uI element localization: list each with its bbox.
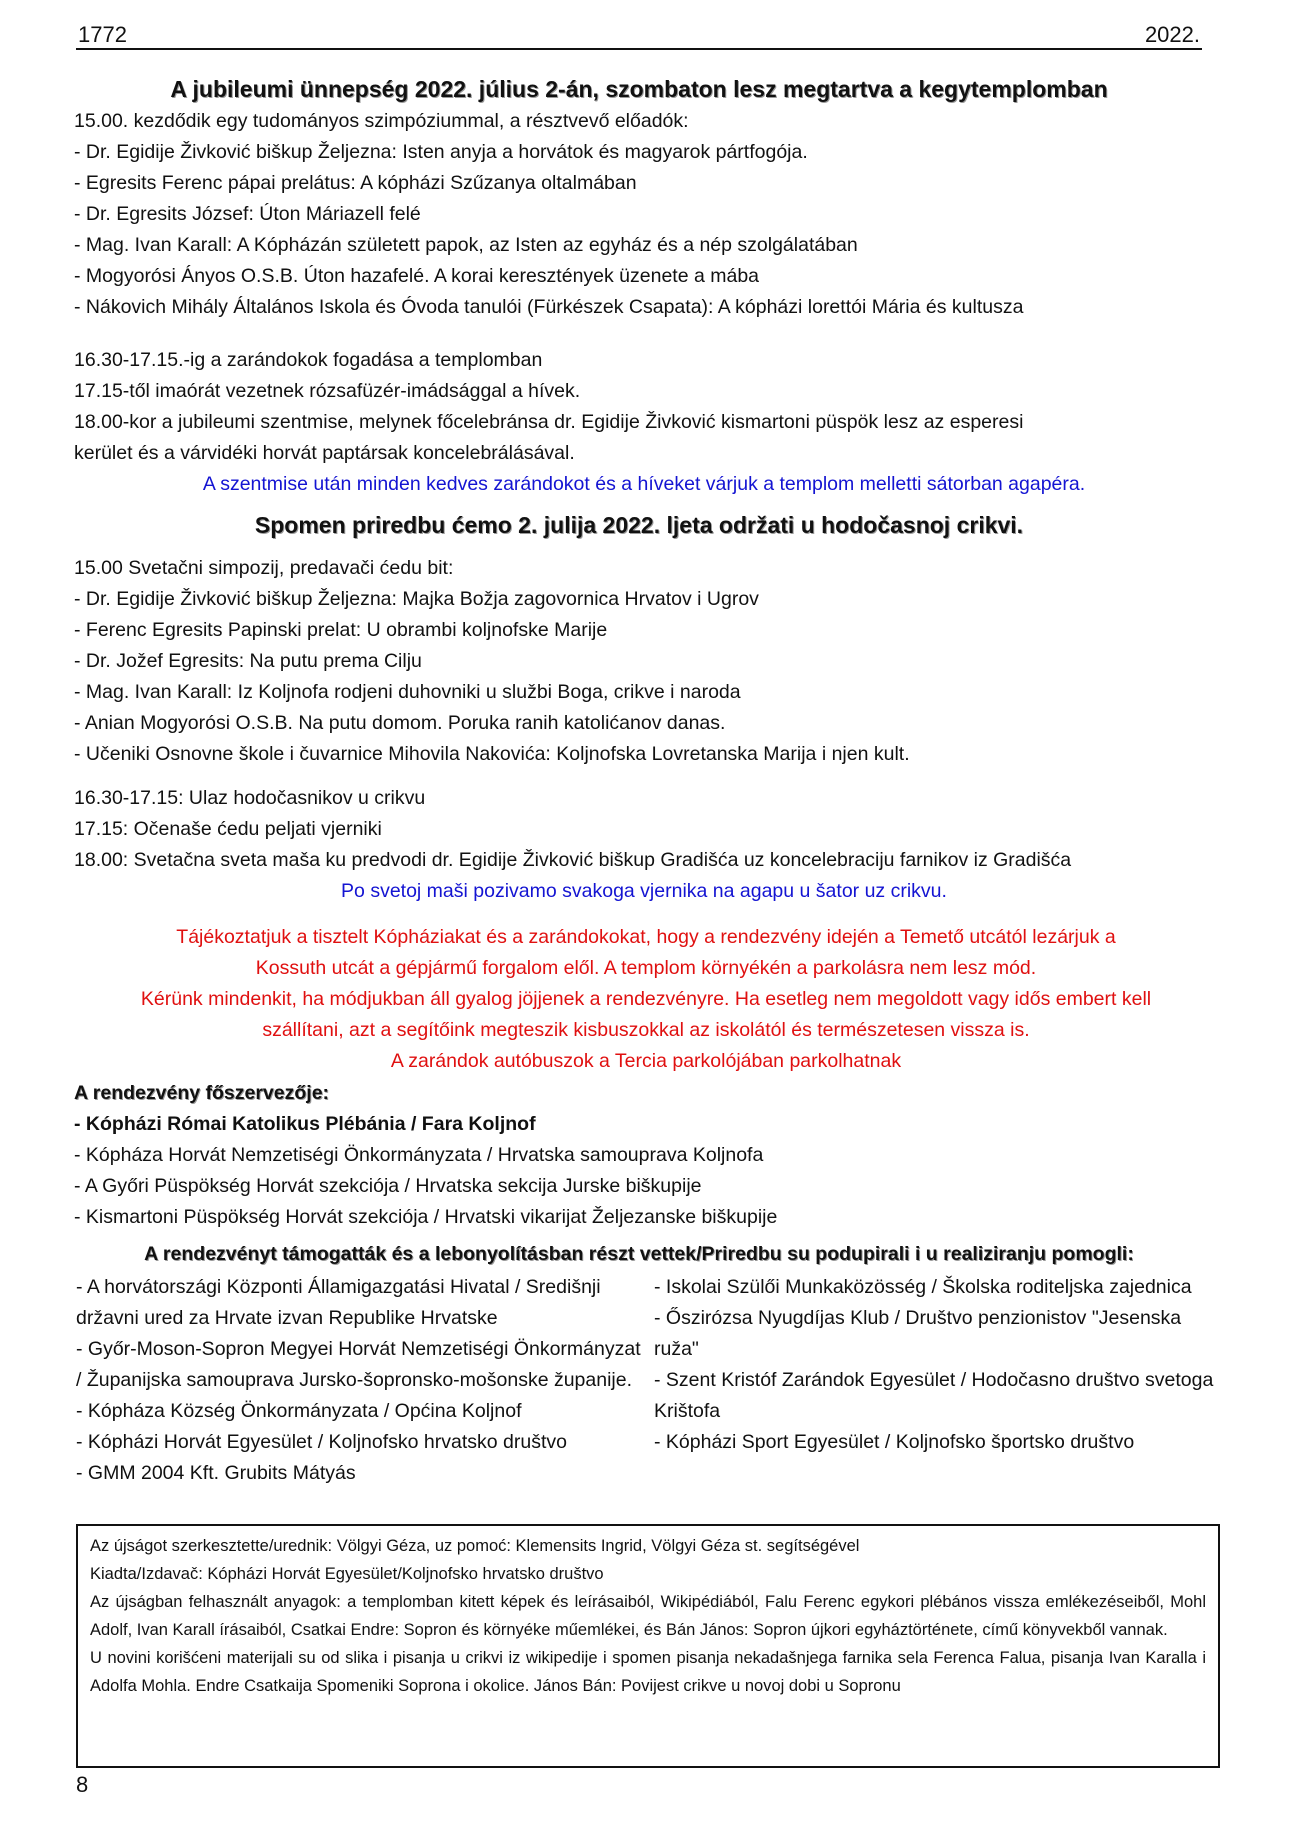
supporters-right-column	[654, 1272, 1214, 1458]
notice-line: A zarándok autóbuszok a Tercia parkolójában parkolhatnak	[390, 1050, 902, 1072]
schedule-line: 17.15-től imaórát vezetnek rózsafüzér-imádsággal a hívek.	[74, 380, 581, 402]
header-year-start: 1772	[78, 22, 127, 47]
notice-line: Tájékoztatjuk a tisztelt Kópháziakat és a zarándokokat, hogy a rendezvény idején a Temető utcától lezárjuk a	[176, 926, 1116, 948]
traffic-notice	[66, 922, 1226, 1077]
croatian-program	[74, 553, 1214, 770]
program-line: - Mag. Ivan Karall: Iz Koljnofa rodjeni duhovniki u službi Boga, crikve i naroda	[74, 681, 741, 703]
program-line: - Nákovich Mihály Általános Iskola és Óvoda tanulói (Fürkészek Csapata): A kópházi lorettói Mária és kultusza	[74, 296, 1024, 318]
supporters-title: A rendezvényt támogatták és a lebonyolításban részt vettek/Priredbu su podupirali i u realiziranju pomogli:	[144, 1243, 1134, 1265]
supporter-item: - Kópháza Község Önkormányzata / Općina Koljnof	[76, 1400, 522, 1422]
schedule-line: 16.30-17.15.-ig a zarándokok fogadása a templomban	[74, 349, 543, 371]
program-line: - Mag. Ivan Karall: A Kópházán született papok, az Isten az egyház és a nép szolgálatában	[74, 234, 858, 256]
notice-line: Kérünk mindenkit, ha módjukban áll gyalog jöjjenek a rendezvényre. Ha esetleg nem megoldott vagy idős embert kell	[140, 988, 1152, 1010]
program-line: - Dr. Egresits József: Úton Máriazell felé	[74, 203, 421, 225]
program-line: - Mogyorósi Ányos O.S.B. Úton hazafelé. A korai keresztények üzenete a mába	[74, 265, 760, 287]
credits-box	[76, 1524, 1220, 1768]
schedule-line: kerület és a várvidéki horvát paptársak koncelebrálásával.	[74, 442, 575, 464]
supporters-left-column	[76, 1272, 646, 1489]
credits-sources-croatian: U novini korišćeni materijali su od slika i pisanja u crikvi iz wikipedije i spomen pisanja nekadašnjega farnika sela Ferenca Falua, pisanja Ivan Karalla i Adolfa Mohla. Endre Csatkaija Spomeniki Soprona i okolice. János Bán: Povijest crikve u novoj dobi u Sopronu	[90, 1649, 1206, 1695]
schedule-line: 16.30-17.15: Ulaz hodočasnikov u crikvu	[74, 787, 426, 809]
supporter-item: - Kópházi Sport Egyesület / Koljnofsko športsko društvo	[654, 1431, 1135, 1453]
header-year-end: 2022.	[1144, 22, 1200, 47]
notice-line: Kossuth utcát a gépjármű forgalom elől. A templom környékén a parkolásra nem lesz mód.	[255, 957, 1037, 979]
supporter-item: - Kópházi Horvát Egyesület / Koljnofsko hrvatsko društvo	[76, 1431, 567, 1453]
organizer-item: - Kópháza Horvát Nemzetiségi Önkormányzata / Hrvatska samouprava Koljnofa	[74, 1144, 764, 1166]
organizer-item: - Kismartoni Püspökség Horvát szekciója / Hrvatski vikarijat Željezanske biškupije	[74, 1206, 778, 1228]
supporter-item: - Győr-Moson-Sopron Megyei Horvát Nemzetiségi Önkormányzat / Županijska samouprava Jursko-šopronsko-mošonske županije.	[76, 1338, 641, 1391]
organizers	[74, 1078, 1214, 1233]
supporter-item: - Őszirózsa Nyugdíjas Klub / Društvo penzionistov "Jesenska ruža"	[654, 1307, 1182, 1360]
schedule-line: 18.00: Svetačna sveta maša ku predvodi dr. Egidije Živković biškup Gradišća uz koncelebraciju farnikov iz Gradišća	[74, 849, 1072, 871]
program-line: - Dr. Egidije Živković biškup Željezna: Isten anyja a horvátok és magyarok pártfogója.	[74, 141, 808, 163]
program-line: 15.00. kezdődik egy tudományos szimpóziummal, a résztvevő előadók:	[74, 110, 689, 132]
organizer-item: - Kópházi Római Katolikus Plébánia / Fara Koljnof	[74, 1113, 536, 1135]
program-line: - Ferenc Egresits Papinski prelat: U obrambi koljnofske Marije	[74, 619, 608, 641]
hungarian-schedule	[74, 345, 1214, 500]
organizers-heading: A rendezvény főszervezője:	[74, 1082, 330, 1104]
croatian-schedule	[74, 783, 1214, 907]
page-header	[76, 22, 1202, 50]
credits-editor: Az újságot szerkesztette/urednik: Völgyi Géza, uz pomoć: Klemensits Ingrid, Völgyi Géza st. segítségével	[90, 1537, 860, 1555]
supporter-item: - A horvátországi Központi Államigazgatási Hivatal / Središnji državni ured za Hrvate izvan Republike Hrvatske	[76, 1276, 601, 1329]
credits-sources-hungarian: Az újságban felhasznált anyagok: a templomban kitett képek és leírásaiból, Wikipédiából, Falu Ferenc egykori plébános vissza emlékezéseiből, Mohl Adolf, Ivan Karall írásaiból, Csatkai Endre: Sopron és környéke műemlékei, és Bán János: Sopron újkori egyháztörténete, című könyvekből vannak.	[90, 1593, 1206, 1639]
schedule-line: 17.15: Očenaše ćedu peljati vjerniki	[74, 818, 382, 840]
program-line: 15.00 Svetačni simpozij, predavači ćedu bit:	[74, 557, 454, 579]
program-line: - Učeniki Osnovne škole i čuvarnice Mihovila Nakovića: Koljnofska Lovretanska Marija i njen kult.	[74, 743, 910, 765]
program-line: - Dr. Jožef Egresits: Na putu prema Cilju	[74, 650, 422, 672]
notice-line: szállítani, azt a segítőink megteszik kisbuszokkal az iskolától és természetesen vissza is.	[262, 1019, 1030, 1041]
organizer-item: - A Győri Püspökség Horvát szekciója / Hrvatska sekcija Jurske biškupije	[74, 1175, 702, 1197]
supporter-item: - Iskolai Szülői Munkaközösség / Školska roditeljska zajednica	[654, 1276, 1192, 1298]
hungarian-program	[74, 106, 1214, 323]
hungarian-invitation: A szentmise után minden kedves zarándokot és a híveket várjuk a templom melletti sátorban agapéra.	[202, 473, 1086, 495]
supporter-item: - Szent Kristóf Zarándok Egyesület / Hodočasno društvo svetoga Krištofa	[654, 1369, 1214, 1422]
program-line: - Anian Mogyorósi O.S.B. Na putu domom. Poruka ranih katolićanov danas.	[74, 712, 726, 734]
page-number: 8	[76, 1772, 89, 1797]
croatian-title: Spomen priredbu ćemo 2. julija 2022. ljeta održati u hodočasnoj crikvi.	[254, 512, 1024, 538]
croatian-invitation: Po svetoj maši pozivamo svakoga vjernika na agapu u šator uz crikvu.	[341, 880, 947, 902]
program-line: - Egresits Ferenc pápai prelátus: A kópházi Szűzanya oltalmában	[74, 172, 637, 194]
supporter-item: - GMM 2004 Kft. Grubits Mátyás	[76, 1462, 356, 1484]
credits-publisher: Kiadta/Izdavač: Kópházi Horvát Egyesület/Koljnofsko hrvatsko društvo	[90, 1565, 604, 1583]
hungarian-title: A jubileumi ünnepség 2022. július 2-án, szombaton lesz megtartva a kegytemplomban	[170, 76, 1108, 102]
schedule-line: 18.00-kor a jubileumi szentmise, melynek főcelebránsa dr. Egidije Živković kismartoni püspök lesz az esperesi	[74, 411, 1024, 433]
program-line: - Dr. Egidije Živković biškup Željezna: Majka Božja zagovornica Hrvatov i Ugrov	[74, 588, 759, 610]
